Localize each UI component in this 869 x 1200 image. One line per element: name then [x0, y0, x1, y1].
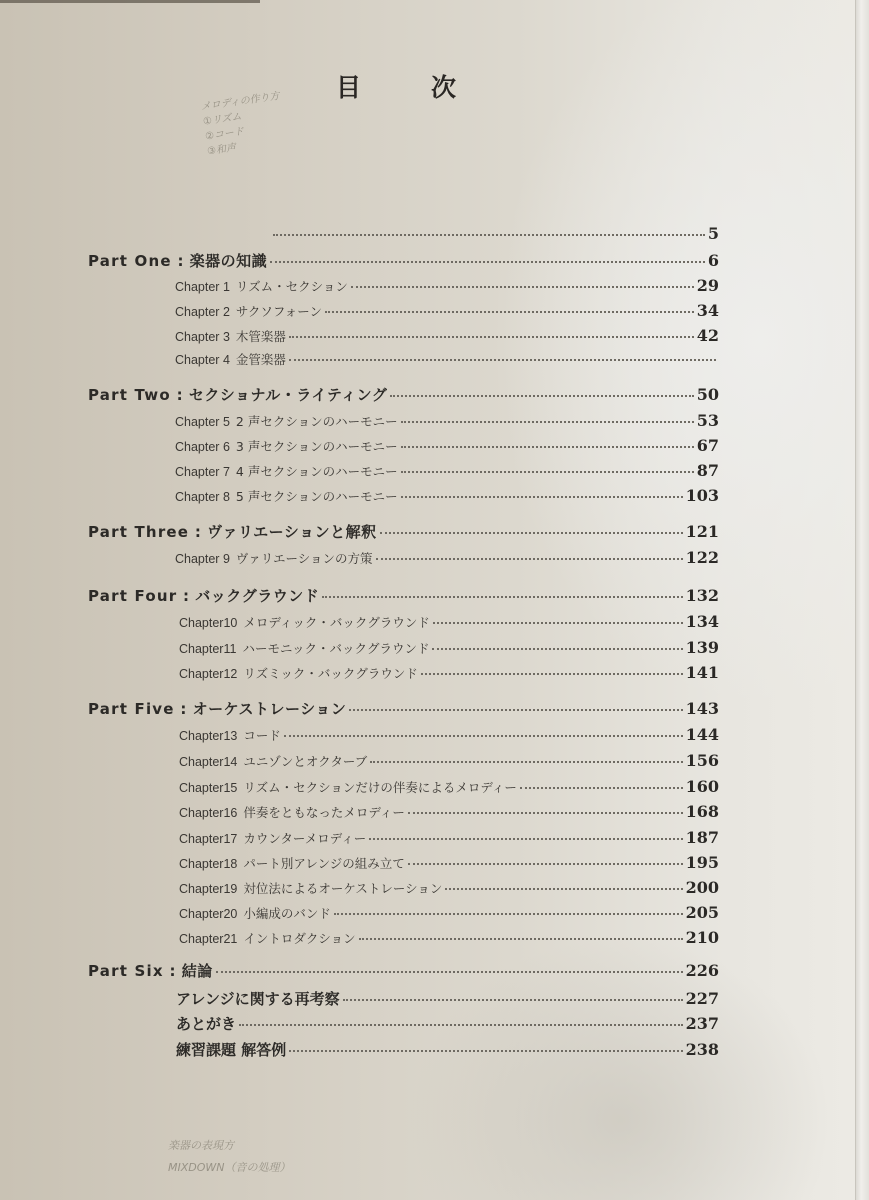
chapter-number: Chapter12 [179, 667, 238, 681]
toc-entry-label [179, 613, 430, 631]
page-number: 156 [685, 751, 719, 770]
chapter-title: 4 声セクションのハーモニー [235, 464, 398, 479]
chapter-title: 2 声セクションのハーモニー [235, 414, 398, 429]
page-number: 50 [696, 385, 719, 404]
dot-leader [289, 335, 694, 338]
toc-entry-label [176, 1013, 236, 1034]
handwritten-line: ①リズム [202, 111, 243, 128]
toc-chapter-row [175, 411, 719, 430]
dot-leader [369, 837, 682, 840]
part-number: Part Three [88, 523, 190, 541]
chapter-title: 3 声セクションのハーモニー [235, 439, 398, 454]
chapter-title: リズム・セクション [235, 279, 348, 294]
title-char: 目 [336, 73, 362, 102]
toc-chapter-row [179, 928, 719, 947]
toc-part-row [88, 250, 719, 271]
section-title: 練習課題 解答例 [176, 1041, 287, 1059]
toc-entry-label [179, 879, 442, 897]
page-number: 141 [685, 663, 719, 682]
title-char: 次 [430, 73, 456, 102]
toc-chapter-row [179, 777, 719, 796]
dot-leader [421, 672, 683, 675]
page-number: 139 [685, 638, 719, 657]
toc-chapter-row [175, 486, 719, 505]
dot-leader [370, 760, 682, 763]
chapter-title: カウンターメロディー [243, 831, 367, 846]
dot-leader [325, 310, 694, 313]
part-separator: : [189, 523, 208, 541]
toc-entry-label [179, 778, 517, 796]
toc-part-row [88, 521, 719, 542]
dot-leader [408, 811, 683, 814]
toc-intro-row [270, 224, 719, 243]
toc-entry-label [176, 988, 340, 1009]
dot-leader [273, 233, 705, 236]
toc-entry-label [179, 639, 429, 657]
chapter-title: 伴奏をともなったメロディー [243, 805, 405, 820]
chapter-title: リズミック・バックグラウンド [243, 666, 418, 681]
chapter-number: Chapter10 [179, 616, 238, 630]
part-number: Part Two [88, 386, 171, 404]
section-title: アレンジに関する再考察 [176, 990, 340, 1008]
toc-extra-row [176, 1039, 719, 1060]
page-number: 53 [696, 411, 719, 430]
chapter-number: Chapter20 [179, 907, 238, 921]
chapter-number: Chapter 9 [175, 552, 230, 566]
handwritten-note-bottom [168, 1135, 291, 1179]
page-number: 238 [685, 1040, 719, 1059]
part-separator: : [171, 252, 190, 270]
part-number: Part Five [88, 700, 175, 718]
dot-leader [390, 394, 693, 397]
toc-entry-label [88, 585, 319, 606]
part-title: 結論 [181, 962, 213, 980]
chapter-number: Chapter15 [179, 781, 238, 795]
handwritten-line: 楽器の表現方 [168, 1139, 234, 1152]
toc-entry-label [179, 664, 418, 682]
toc-entry-label [179, 904, 331, 922]
part-title: バックグラウンド [195, 587, 320, 605]
page-number: 195 [685, 853, 719, 872]
toc-entry-label [88, 250, 267, 271]
part-separator: : [174, 700, 193, 718]
dot-leader [270, 260, 705, 263]
chapter-number: Chapter 3 [175, 330, 230, 344]
toc-chapter-row [179, 802, 719, 821]
page-number: 5 [707, 224, 719, 243]
dot-leader [349, 708, 682, 711]
toc-entry-label [88, 960, 213, 981]
page-number: 122 [685, 548, 719, 567]
toc-entry-label [88, 384, 387, 405]
chapter-number: Chapter 5 [175, 415, 230, 429]
page-number: 210 [685, 928, 719, 947]
handwritten-line: ②コード [204, 126, 245, 143]
toc-chapter-row [175, 301, 719, 320]
chapter-number: Chapter 6 [175, 440, 230, 454]
page-number: 227 [685, 989, 719, 1008]
toc-chapter-row [179, 828, 719, 847]
chapter-number: Chapter11 [179, 642, 237, 656]
page-number: 205 [685, 903, 719, 922]
toc-entry-label [175, 350, 286, 368]
dot-leader [284, 734, 683, 737]
toc-entry-label [175, 412, 398, 430]
chapter-number: Chapter 7 [175, 465, 230, 479]
part-title: セクショナル・ライティング [188, 386, 388, 404]
part-number: Part Four [88, 587, 178, 605]
toc-chapter-row [179, 725, 719, 744]
chapter-title: 対位法によるオーケストレーション [243, 881, 443, 896]
toc-entry-label [179, 752, 367, 770]
toc-chapter-row [175, 461, 719, 480]
toc-entry-label [175, 462, 398, 480]
toc-entry-label [179, 854, 405, 872]
page-number: 160 [685, 777, 719, 796]
chapter-title: サクソフォーン [235, 304, 323, 319]
chapter-title: メロディック・バックグラウンド [243, 615, 430, 630]
dot-leader [401, 495, 683, 498]
chapter-number: Chapter14 [179, 755, 238, 769]
toc-chapter-row [179, 751, 719, 770]
chapter-number: Chapter13 [179, 729, 238, 743]
toc-chapter-row [179, 878, 719, 897]
part-number: Part Six [88, 962, 164, 980]
page-number: 200 [685, 878, 719, 897]
dot-leader [343, 998, 683, 1001]
chapter-title: 金管楽器 [235, 352, 286, 367]
toc-part-row [88, 585, 719, 606]
chapter-title: ハーモニック・バックグラウンド [242, 641, 430, 656]
page-number: 187 [685, 828, 719, 847]
chapter-number: Chapter 4 [175, 353, 230, 367]
page-number: 42 [696, 326, 719, 345]
toc-entry-label [88, 698, 346, 719]
dot-leader [239, 1023, 683, 1026]
dot-leader [322, 595, 682, 598]
toc-entry-label [175, 327, 286, 345]
page-number: 121 [685, 522, 719, 541]
toc-entry-label [179, 803, 405, 821]
dot-leader [401, 420, 694, 423]
toc-entry-label [175, 549, 373, 567]
dot-leader [432, 647, 682, 650]
dot-leader [380, 531, 683, 534]
toc-chapter-row [175, 548, 719, 567]
page-number: 29 [696, 276, 719, 295]
toc-chapter-row [175, 326, 719, 345]
page-number: 134 [685, 612, 719, 631]
toc-chapter-row [179, 903, 719, 922]
part-title: オーケストレーション [192, 700, 347, 718]
page-number: 168 [685, 802, 719, 821]
toc-entry-label [175, 277, 348, 295]
toc-chapter-row [179, 663, 719, 682]
part-title: ヴァリエーションと解釈 [207, 523, 377, 541]
toc-chapter-row [175, 276, 719, 295]
part-separator: : [163, 962, 182, 980]
dot-leader [401, 445, 694, 448]
toc-entry-label [88, 521, 377, 542]
chapter-title: パート別アレンジの組み立て [243, 856, 405, 871]
page-number: 226 [685, 961, 719, 980]
dot-leader [445, 887, 682, 890]
toc-extra-row [176, 1013, 719, 1034]
chapter-number: Chapter18 [179, 857, 238, 871]
handwritten-line: MIXDOWN（音の処理） [168, 1161, 291, 1174]
dot-leader [408, 862, 683, 865]
dot-leader [376, 557, 683, 560]
chapter-number: Chapter16 [179, 806, 238, 820]
chapter-title: ヴァリエーションの方策 [235, 551, 373, 566]
chapter-title: 木管楽器 [235, 329, 286, 344]
dot-leader [401, 470, 694, 473]
toc-chapter-row [179, 612, 719, 631]
page-number: 87 [696, 461, 719, 480]
chapter-title: リズム・セクションだけの伴奏によるメロディー [243, 780, 517, 795]
page-number: 67 [696, 436, 719, 455]
chapter-title: コード [243, 728, 281, 743]
part-number: Part One [88, 252, 172, 270]
dot-leader [433, 621, 683, 624]
chapter-title: 小編成のバンド [243, 906, 331, 921]
chapter-number: Chapter 1 [175, 280, 230, 294]
toc-chapter-row [175, 350, 719, 368]
toc-part-row [88, 698, 719, 719]
chapter-title: 5 声セクションのハーモニー [235, 489, 398, 504]
handwritten-line: メロディの作り方 [200, 90, 281, 113]
dot-leader [289, 358, 716, 361]
page-number: 103 [685, 486, 719, 505]
part-separator: : [170, 386, 189, 404]
toc-entry-label [176, 1039, 286, 1060]
chapter-title: ユニゾンとオクターブ [243, 754, 368, 769]
page-number: 144 [685, 725, 719, 744]
toc-entry-label [175, 437, 398, 455]
chapter-number: Chapter 8 [175, 490, 230, 504]
toc-part-row [88, 384, 719, 405]
page-number: 132 [685, 586, 719, 605]
chapter-number: Chapter21 [179, 932, 238, 946]
dot-leader [216, 970, 683, 973]
dot-leader [334, 912, 683, 915]
toc-entry-label [179, 726, 281, 744]
page-number: 6 [707, 251, 719, 270]
toc-entry-label [179, 829, 366, 847]
part-separator: : [177, 587, 196, 605]
section-title: あとがき [176, 1015, 237, 1033]
toc-entry-label [175, 302, 322, 320]
handwritten-line: ③和声 [206, 142, 237, 158]
toc-chapter-row [175, 436, 719, 455]
dot-leader [289, 1049, 682, 1052]
page-number: 34 [696, 301, 719, 320]
next-page-edge [855, 0, 869, 1200]
dot-leader [520, 786, 683, 789]
dot-leader [359, 937, 683, 940]
chapter-number: Chapter17 [179, 832, 238, 846]
chapter-title: イントロダクション [243, 931, 356, 946]
toc-entry-label [175, 487, 398, 505]
toc-part-row [88, 960, 719, 981]
chapter-number: Chapter19 [179, 882, 238, 896]
part-title: 楽器の知識 [189, 252, 268, 270]
page-number: 143 [685, 699, 719, 718]
chapter-number: Chapter 2 [175, 305, 230, 319]
page-number: 237 [685, 1014, 719, 1033]
toc-entry-label [179, 929, 356, 947]
toc-chapter-row [179, 638, 719, 657]
toc-extra-row [176, 988, 719, 1009]
toc-chapter-row [179, 853, 719, 872]
dot-leader [351, 285, 694, 288]
